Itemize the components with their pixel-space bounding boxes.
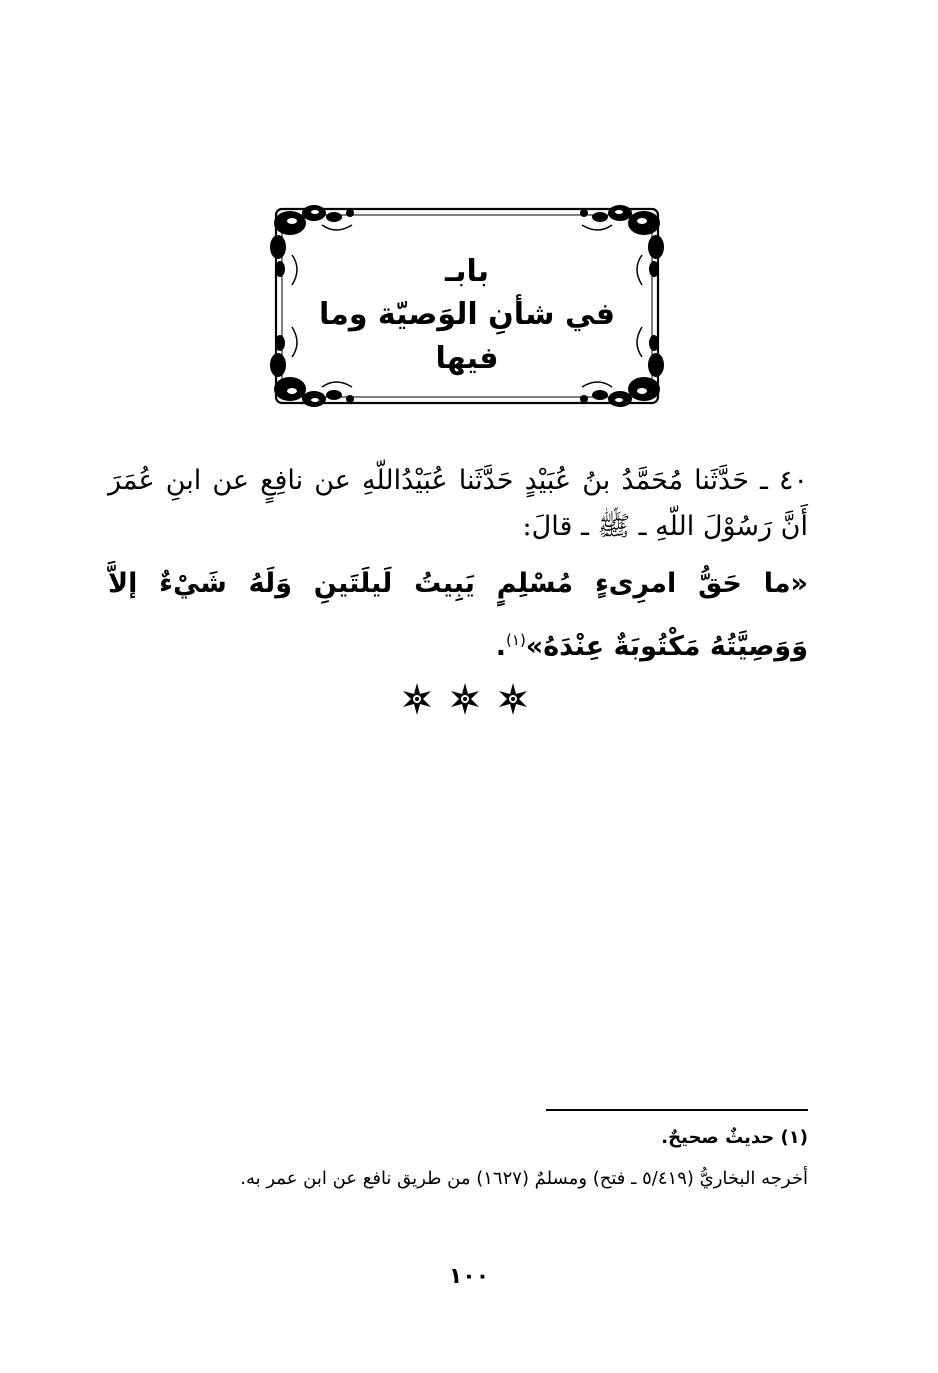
hadith-matn-text: «ما حَقُّ امرِىءٍ مُسْلِمٍ يَبِيتُ لَيلَتَينِ وَلَهُ شَيْءٌ إلاَّ وَوَصِيَّتُهُ مَكْتُوبَةٌ عِنْدَهُ» bbox=[108, 568, 808, 662]
hadith-end-mark: . bbox=[495, 631, 507, 662]
footnote-heading: (١) حديثٌ صحيحٌ. bbox=[661, 1127, 808, 1148]
footnote-divider bbox=[546, 1109, 808, 1111]
page-number: ١٠٠ bbox=[448, 1264, 490, 1289]
hadith-matn bbox=[108, 556, 808, 675]
flower-ornament-icon bbox=[400, 682, 434, 716]
flower-ornament-icon bbox=[496, 682, 530, 716]
chapter-title: في شأنِ الوَصيّة وما فيها bbox=[319, 297, 615, 376]
flower-ornament-icon bbox=[448, 682, 482, 716]
section-separator bbox=[400, 682, 530, 716]
chapter-heading bbox=[292, 253, 642, 381]
chapter-label: بابـ bbox=[444, 254, 490, 289]
footnote-body: أخرجه البخاريُّ (٥/٤١٩ ـ فتح) ومسلمٌ (١٦٢٧) من طريق نافع عن ابن عمر به. bbox=[240, 1168, 808, 1189]
hadith-isnad: ٤٠ ـ حَدَّثَنا مُحَمَّدُ بنُ عُبَيْدٍ حَدَّثَنا عُبَيْدُاللّهِ عن نافِعٍ عن ابنِ عُمَرَ أَنَّ رَسُوْلَ اللّهِ ـ ﷺ ـ قالَ: bbox=[108, 465, 808, 542]
footnote-reference: (١) bbox=[506, 631, 526, 649]
chapter-title-frame bbox=[262, 195, 672, 417]
